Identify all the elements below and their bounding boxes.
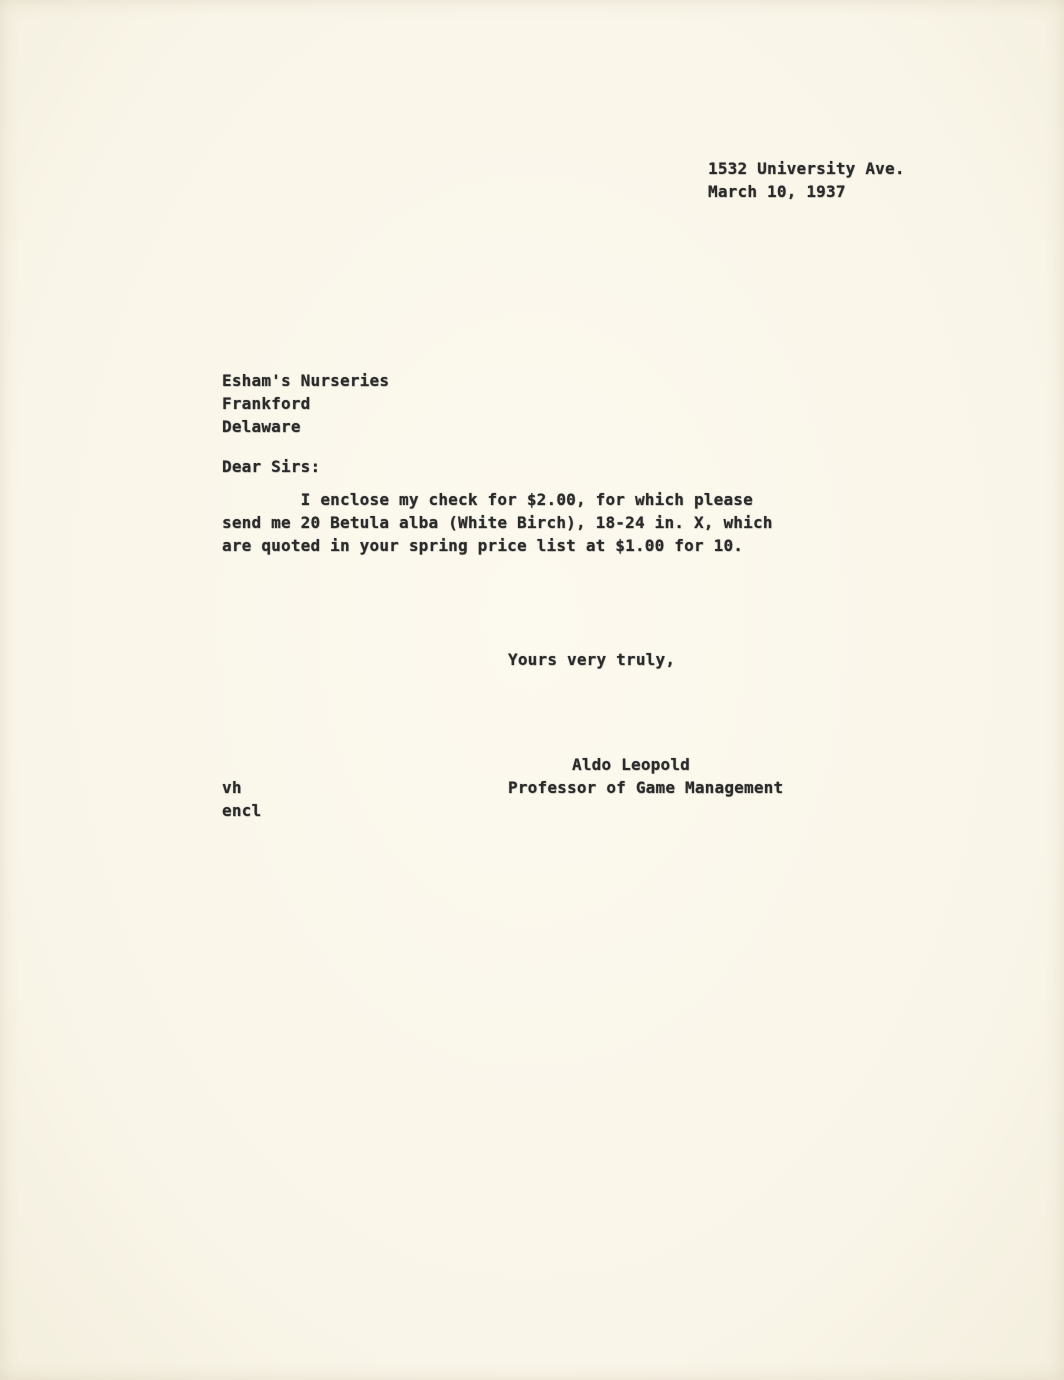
return-address-street: 1532 University Ave. — [708, 159, 905, 178]
signer-title: Professor of Game Management — [508, 778, 784, 797]
reference-block — [222, 776, 261, 822]
body-line-3: are quoted in your spring price list at $1.00 for 10. — [222, 536, 744, 555]
letter-date: March 10, 1937 — [708, 182, 846, 201]
recipient-state: Delaware — [222, 417, 301, 436]
signature-block — [508, 753, 783, 799]
enclosure-notation: encl — [222, 801, 262, 820]
body-line-1 — [222, 488, 773, 511]
recipient-city: Frankford — [222, 394, 311, 413]
typist-initials: vh — [222, 778, 242, 797]
signer-name: Aldo Leopold — [572, 755, 690, 774]
body-line-1-text: I enclose my check for $2.00, for which please — [222, 490, 753, 509]
salutation: Dear Sirs: — [222, 457, 321, 476]
body-paragraph — [222, 488, 773, 557]
recipient-name: Esham's Nurseries — [222, 371, 390, 390]
complimentary-close: Yours very truly, — [508, 650, 676, 669]
inside-address — [222, 369, 389, 438]
body-line-2: send me 20 Betula alba (White Birch), 18-24 in. X, which — [222, 513, 773, 532]
return-address — [708, 157, 905, 203]
